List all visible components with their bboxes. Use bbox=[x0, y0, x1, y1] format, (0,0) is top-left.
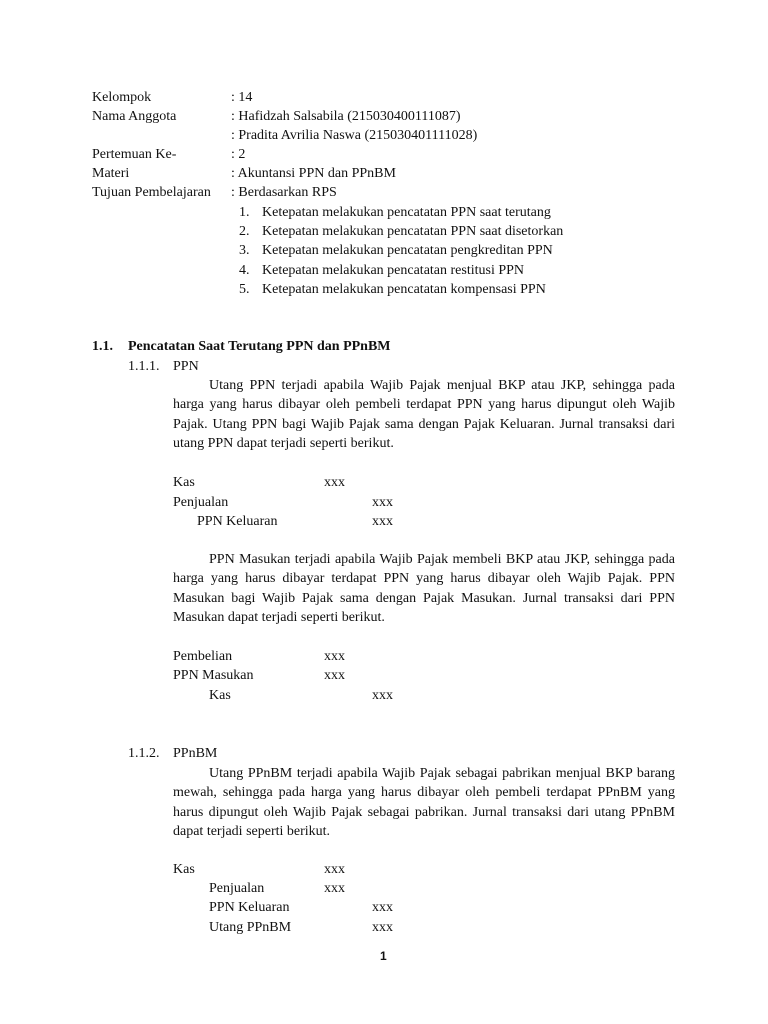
objective-text: Ketepatan melakukan pencatatan pengkreditan PPN bbox=[262, 243, 553, 258]
value-kelompok: : 14 bbox=[231, 90, 253, 105]
label-pertemuan: Pertemuan Ke- bbox=[92, 147, 177, 162]
page-number: 1 bbox=[380, 949, 387, 963]
journal-credit: xxx bbox=[372, 514, 393, 529]
journal-account: Kas bbox=[173, 475, 195, 490]
journal-debit: xxx bbox=[324, 668, 345, 683]
objective-number: 2. bbox=[239, 224, 250, 239]
objective-text: Ketepatan melakukan pencatatan PPN saat disetorkan bbox=[262, 224, 564, 239]
value-pertemuan: : 2 bbox=[231, 147, 246, 162]
journal-credit: xxx bbox=[372, 688, 393, 703]
journal-credit: xxx bbox=[372, 900, 393, 915]
paragraph-utang-ppnbm bbox=[173, 764, 675, 842]
paragraph-text: Utang PPN terjadi apabila Wajib Pajak menjual BKP atau JKP, sehingga pada harga yang harus dibayar oleh pembeli terdapat PPN yang harus dipungut oleh Wajib Pajak. Utang PPN bagi Wajib Pajak sama dengan Pajak Keluaran. Jurnal transaksi dari utang PPN dapat terjadi seperti berikut. bbox=[173, 378, 675, 452]
journal-account: PPN Keluaran bbox=[209, 900, 290, 915]
value-materi: : Akuntansi PPN dan PPnBM bbox=[231, 166, 396, 181]
journal-account: Penjualan bbox=[209, 881, 265, 896]
objective-text: Ketepatan melakukan pencatatan kompensasi PPN bbox=[262, 282, 546, 297]
label-nama-anggota: Nama Anggota bbox=[92, 109, 177, 124]
paragraph-text: PPN Masukan terjadi apabila Wajib Pajak membeli BKP atau JKP, sehingga pada harga yang harus dibayar terdapat PPN yang harus dibayar oleh Wajib Pajak. PPN Masukan bagi Wajib Pajak sama dengan Pajak Masukan. Jurnal transaksi dari PPN Masukan dapat terjadi seperti berikut. bbox=[173, 552, 675, 626]
subsection-title: PPnBM bbox=[173, 746, 218, 761]
journal-credit: xxx bbox=[372, 920, 393, 935]
journal-debit: xxx bbox=[324, 475, 345, 490]
journal-debit: xxx bbox=[324, 649, 345, 664]
paragraph-utang-ppn bbox=[173, 376, 675, 454]
label-materi: Materi bbox=[92, 166, 130, 181]
value-anggota-1: : Hafidzah Salsabila (215030400111087) bbox=[231, 109, 461, 124]
value-tujuan: : Berdasarkan RPS bbox=[231, 185, 337, 200]
section-number: 1.1. bbox=[92, 339, 113, 354]
objective-number: 3. bbox=[239, 243, 250, 258]
journal-account: Pembelian bbox=[173, 649, 233, 664]
subsection-number: 1.1.2. bbox=[128, 746, 160, 761]
objective-number: 4. bbox=[239, 263, 250, 278]
journal-credit: xxx bbox=[372, 495, 393, 510]
journal-account: PPN Keluaran bbox=[197, 514, 278, 529]
subsection-title: PPN bbox=[173, 359, 199, 374]
journal-account: Utang PPnBM bbox=[209, 920, 292, 935]
objective-number: 1. bbox=[239, 205, 250, 220]
paragraph-text: Utang PPnBM terjadi apabila Wajib Pajak sebagai pabrikan menjual BKP barang mewah, sehingga pada harga yang harus dibayar oleh pembeli terdapat PPnBM yang harus dipungut oleh Wajib Pajak sebagai pabrikan. Jurnal transaksi dari utang PPnBM dapat terjadi seperti berikut. bbox=[173, 766, 675, 840]
value-anggota-2: : Pradita Avrilia Naswa (215030401111028) bbox=[231, 128, 478, 143]
journal-account: PPN Masukan bbox=[173, 668, 254, 683]
journal-debit: xxx bbox=[324, 881, 345, 896]
journal-debit: xxx bbox=[324, 862, 345, 877]
journal-account: Penjualan bbox=[173, 495, 229, 510]
objective-text: Ketepatan melakukan pencatatan PPN saat terutang bbox=[262, 205, 551, 220]
label-kelompok: Kelompok bbox=[92, 90, 152, 105]
paragraph-ppn-masukan bbox=[173, 550, 675, 628]
subsection-number: 1.1.1. bbox=[128, 359, 160, 374]
objective-text: Ketepatan melakukan pencatatan restitusi PPN bbox=[262, 263, 525, 278]
journal-account: Kas bbox=[173, 862, 195, 877]
label-tujuan: Tujuan Pembelajaran bbox=[92, 185, 211, 200]
objective-number: 5. bbox=[239, 282, 250, 297]
journal-account: Kas bbox=[209, 688, 231, 703]
section-title: Pencatatan Saat Terutang PPN dan PPnBM bbox=[128, 339, 391, 354]
